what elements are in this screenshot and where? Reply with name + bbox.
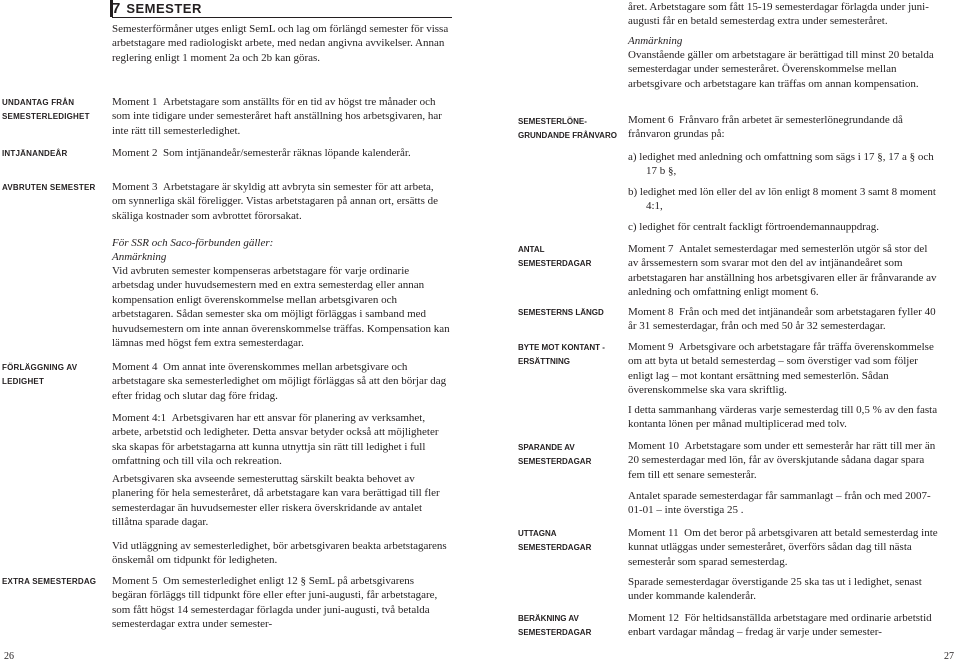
ssr-paragraph: Vid avbruten semester kompenseras arbetstagare för varje ordinarie arbetsdag under huvudsemestern med en extra semesterdag eller annan kompensation enligt överenskommelse mellan arbetsgivaren och arbetstagaren. Sådan semester ska om möjligt förläggas i samband med huvudsemestern om inte annan överenskommelse träffas. Kompensation kan lämnas med högst fem extra semesterdagar. <box>112 265 450 350</box>
item-a-text: a) ledighet med anledning och omfattning som sägs i 17 §, 17 a § och 17 b §, <box>628 151 934 178</box>
intro-paragraph: Semesterförmåner utges enligt SemL och lag om förlängd semester för vissa arbetstagare med radiologiskt arbete, med nedan angivna avvikelser. Annan reglering enligt 1 moment 2a och 2b kan göras. <box>112 23 449 64</box>
moment-3-label: Moment 3 <box>112 181 158 193</box>
moment-4-text: Om annat inte överenskommes mellan arbetsgivare och arbetstagare ska semesterledighet om möjligt förläggas så att den börjar dag efter fridag och slutar dag före fridag. <box>112 361 447 402</box>
moment-9-label: Moment 9 <box>628 341 674 353</box>
moment-3-text: Arbetstagare är skyldig att avbryta sin semester för att arbeta, om synnerliga skäl föreligger. Vistas arbetstagaren på annan ort, ersätts de skäliga kostnader som avbrottet förorsakat. <box>112 181 438 222</box>
side-label-byte: BYTE MOT KONTANT - ERSÄTTNING <box>518 343 605 366</box>
item-c-text: c) ledighet för centralt fackligt förtroendemannauppdrag. <box>628 221 880 233</box>
moment-2 <box>112 146 450 160</box>
moment-11-label: Moment 11 <box>628 527 679 539</box>
moment-4-label: Moment 4 <box>112 361 158 373</box>
moment-1-label: Moment 1 <box>112 96 158 108</box>
moment-12-text: För heltidsanställda arbetstagare med ordinarie arbetstid enbart vardagar måndag – fredag är varje under semester- <box>628 612 932 639</box>
right-page <box>480 0 960 666</box>
moment-6-item-c <box>628 220 938 234</box>
anmarkning-paragraph: Ovanstående gäller om arbetstagare är berättigad till minst 20 betalda semesterdagar under semesteråret. Överenskommelse mellan arbetsgivare och arbetstagare kan träffas om annan kompensation. <box>628 49 934 90</box>
moment-5 <box>112 574 450 632</box>
vid-utlaggning-paragraph: Vid utläggning av semesterledighet, bör arbetsgivaren beakta arbetstagarens önskemål om tidpunkt för ledigheten. <box>112 540 447 567</box>
page-number-right: 27 <box>944 651 954 662</box>
anmarkning-label: Anmärkning <box>628 35 683 47</box>
planning-paragraph: Arbetsgivaren ska avseende semesteruttag särskilt beakta behovet av planering för hela semesteråret, då arbetstagare kan vara berättigad till fler semesterdagar än huvudsemester eller riskera överskridande av antalet tillåtna sparade dagar. <box>112 473 440 529</box>
overstigande-paragraph: Sparade semesterdagar överstigande 25 ska tas ut i ledighet, senast under kommande kalenderår. <box>628 576 922 603</box>
moment-4 <box>112 360 450 403</box>
moment-7-label: Moment 7 <box>628 243 674 255</box>
side-label-forlaggning: FÖRLÄGGNING AV LEDIGHET <box>2 363 78 386</box>
moment-7-text: Antalet semesterdagar med semesterlön utgör så stor del av årssemestern som svarar mot den del av intjänandeåret som arbetstagaren har anställning hos arbetsgivaren eller är frånvarande av anledning och omfattning enligt moment 6. <box>628 243 937 299</box>
side-label-antal: ANTAL SEMESTERDAGAR <box>518 245 592 268</box>
moment-12-label: Moment 12 <box>628 612 680 624</box>
moment-8-text: Från och med det intjänandeår som arbetstagaren fyller 40 år 31 semesterdagar, från och med 50 år 32 semesterdagar. <box>628 306 936 333</box>
moment-10 <box>628 439 938 482</box>
chapter-number: 7 <box>112 0 121 17</box>
moment-12 <box>628 611 938 640</box>
side-label-undantag: UNDANTAG FRÅN SEMESTERLEDIGHET <box>2 98 90 121</box>
moment-3 <box>112 180 450 223</box>
moment-11 <box>628 526 938 569</box>
moment-5-label: Moment 5 <box>112 575 158 587</box>
moment-2-label: Moment 2 <box>112 147 158 159</box>
sparade-paragraph: Antalet sparade semesterdagar får sammanlagt – från och med 2007-01-01 – inte överstiga 25 . <box>628 490 931 517</box>
continuation-paragraph: året. Arbetstagare som fått 15-19 semesterdagar förlagda under juni-augusti får en betald semesterdag extra under semesteråret. <box>628 1 929 28</box>
moment-8 <box>628 305 938 334</box>
moment-10-text: Arbetstagare som under ett semesterår har rätt till mer än 20 semesterdagar med lön, får av överskjutande sådana dagar spara fem till ett senare semesterår. <box>628 440 936 481</box>
moment-6-item-a <box>628 150 938 179</box>
moment-2-text: Som intjänandeår/semesterår räknas löpande kalenderår. <box>163 147 411 159</box>
side-label-langd: SEMESTERNS LÄNGD <box>518 308 604 317</box>
side-label-extra: EXTRA SEMESTERDAG <box>2 577 97 586</box>
moment-6-label: Moment 6 <box>628 114 674 126</box>
ssr-anmarkning-label: Anmärkning <box>112 251 167 263</box>
side-label-sparande: SPARANDE AV SEMESTERDAGAR <box>518 443 592 466</box>
moment-4-1-label: Moment 4:1 <box>112 412 167 424</box>
side-label-berakning: BERÄKNING AV SEMESTERDAGAR <box>518 614 592 637</box>
moment-8-label: Moment 8 <box>628 306 674 318</box>
moment-4-1 <box>112 411 450 469</box>
moment-9-text: Arbetsgivare och arbetstagare får träffa överenskommelse om att byta ut betald semesterdag – som överstiger vad som följer enligt lag – mot kontant ersättning med semesterlön. Sådan överenskommelse ska vara skriftlig. <box>628 341 934 397</box>
side-label-uttagna: UTTAGNA SEMESTERDAGAR <box>518 529 592 552</box>
moment-11-text: Om det beror på arbetsgivaren att betald semesterdag inte kunnat utläggas under semesteråret, överförs sådan dag till nästa semesterår som sparad semesterdag. <box>628 527 938 568</box>
moment-4-1-text: Arbetsgivaren har ett ansvar för planering av verksamhet, arbete, arbetstid och ledigheter. Detta ansvar betyder också att möjligheter ska skapas för arbetstagarna att kunna utnyttja sin rätt till ledighet i full omfattning och till vila och rekreation. <box>112 412 439 468</box>
ssr-heading: För SSR och Saco-förbunden gäller: <box>112 237 274 249</box>
moment-9 <box>628 340 938 398</box>
chapter-title: SEMESTER <box>126 1 202 16</box>
moment-10-label: Moment 10 <box>628 440 680 452</box>
moment-6-item-b <box>628 185 938 214</box>
chapter-heading <box>112 0 452 18</box>
moment-1-text: Arbetstagare som anställts för en tid av högst tre månader och som inte tidigare under semesteråret haft anställning hos arbetsgivaren, har inte rätt till semesterledighet. <box>112 96 442 137</box>
item-b-text: b) ledighet med lön eller del av lön enligt 8 moment 3 samt 8 moment 4:1, <box>628 186 936 213</box>
side-label-semesterlone: SEMESTERLÖNE-GRUNDANDE FRÅNVARO <box>518 117 617 140</box>
page-number-left: 26 <box>4 651 14 662</box>
varderas-paragraph: I detta sammanhang värderas varje semesterdag till 0,5 % av den fasta kontanta lönen per månad multiplicerad med tolv. <box>628 404 938 431</box>
moment-6 <box>628 113 938 142</box>
moment-5-text: Om semesterledighet enligt 12 § SemL på arbetsgivarens begäran förläggs till tidpunkt före eller efter juni-augusti, får arbetstagare, som fått högst 14 semesterdagar förlagda under juni-augusti, två betalda semesterdagar extra under semester- <box>112 575 438 631</box>
moment-6-text: Frånvaro från arbetet är semesterlönegrundande då frånvaron grundas på: <box>628 114 903 141</box>
side-label-avbruten: AVBRUTEN SEMESTER <box>2 183 96 192</box>
moment-1 <box>112 95 450 138</box>
side-label-intjanandear: INTJÄNANDEÅR <box>2 149 68 158</box>
moment-7 <box>628 242 938 300</box>
